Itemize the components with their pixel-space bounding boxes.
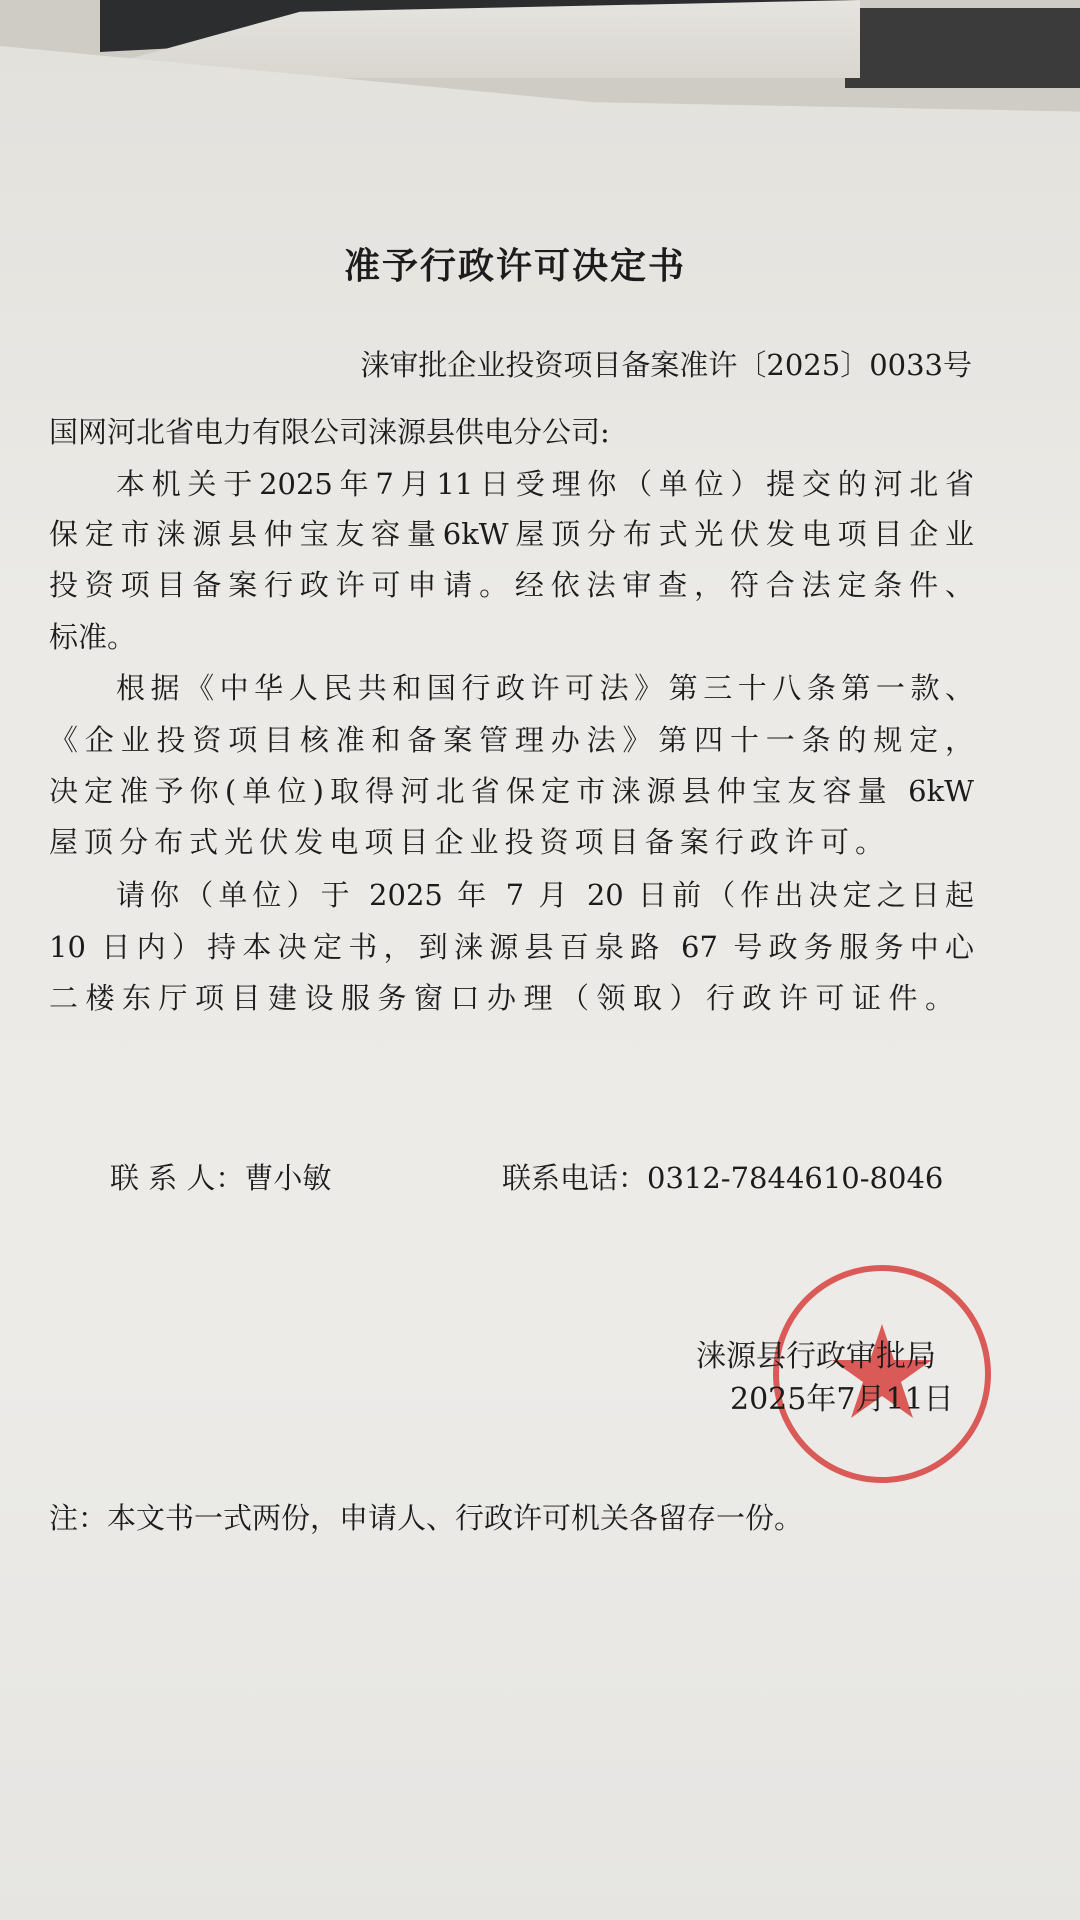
body-line: 投资项目备案行政许可申请。经依法审查，符合法定条件、 <box>49 568 974 602</box>
background-desk <box>845 8 1080 88</box>
issue-date: 2025年7月11日 <box>730 1382 954 1417</box>
body-line: 《企业投资项目核准和备案管理办法》第四十一条的规定， <box>49 723 974 757</box>
body-line: 标准。 <box>49 620 137 654</box>
body-line: 决定准予你(单位)取得河北省保定市涞源县仲宝友容量 6kW <box>49 774 974 808</box>
addressee: 国网河北省电力有限公司涞源县供电分公司: <box>49 415 610 449</box>
body-line: 二楼东厅项目建设服务窗口办理（领取）行政许可证件。 <box>49 981 954 1015</box>
body-line: 本机关于2025年7月11日受理你（单位）提交的河北省 <box>116 467 974 501</box>
body-line: 10 日内）持本决定书，到涞源县百泉路 67 号政务服务中心 <box>49 930 974 964</box>
contact-person: 联 系 人：曹小敏 <box>110 1161 332 1195</box>
issuer-name: 涞源县行政审批局 <box>696 1339 936 1374</box>
body-line: 根据《中华人民共和国行政许可法》第三十八条第一款、 <box>116 671 974 705</box>
reference-number: 涞审批企业投资项目备案准许〔2025〕0033号 <box>360 348 972 382</box>
body-line: 保定市涞源县仲宝友容量6kW屋顶分布式光伏发电项目企业 <box>49 517 974 551</box>
body-line: 请你（单位）于 2025 年 7 月 20 日前（作出决定之日起 <box>116 878 974 912</box>
footnote: 注：本文书一式两份，申请人、行政许可机关各留存一份。 <box>49 1501 804 1535</box>
contact-phone: 联系电话：0312-7844610-8046 <box>502 1161 944 1195</box>
document-title: 准予行政许可决定书 <box>343 246 686 287</box>
body-line: 屋顶分布式光伏发电项目企业投资项目备案行政许可。 <box>49 825 884 859</box>
